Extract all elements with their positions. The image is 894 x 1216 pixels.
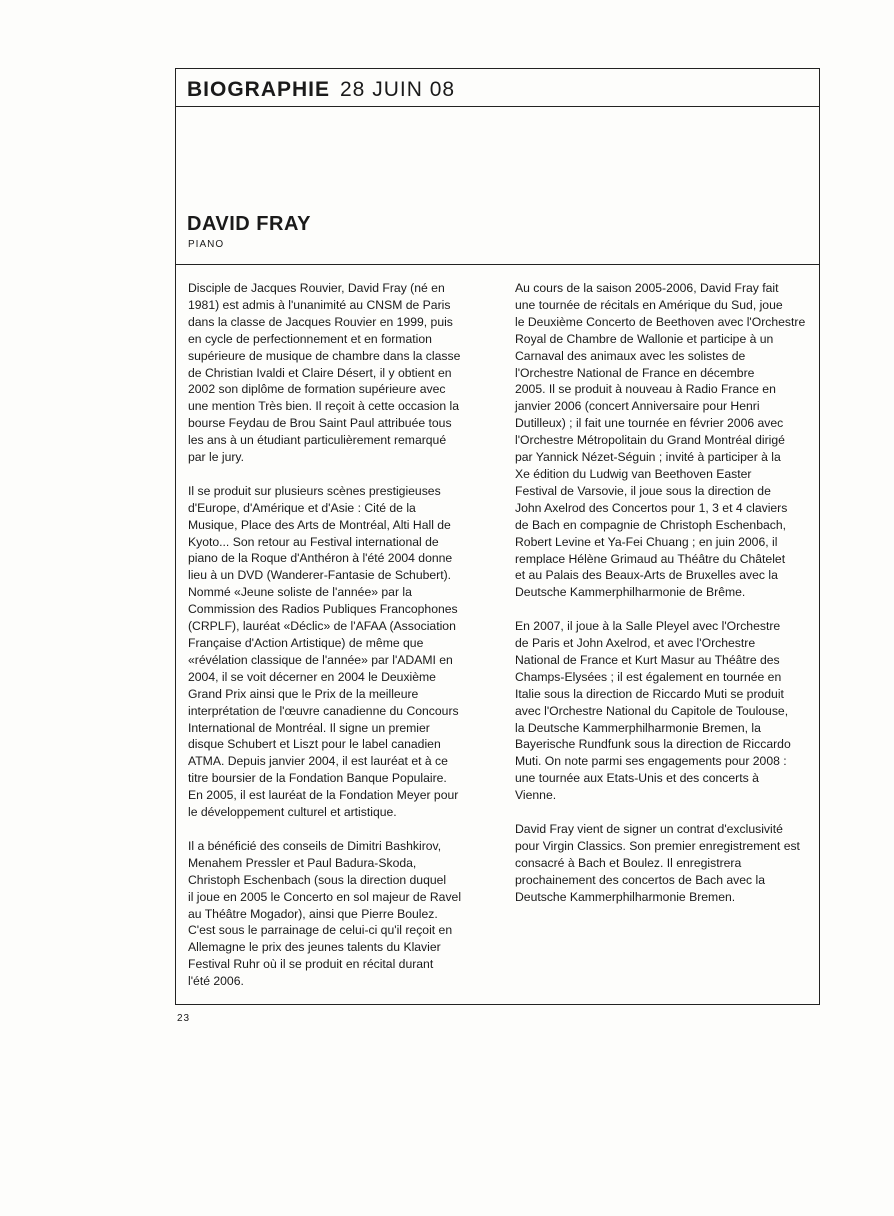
text-line: l'été 2006. [188,974,244,989]
text-line: prochainement des concertos de Bach avec la [515,872,765,887]
text-line: International de Montréal. Il signe un premier [188,720,430,735]
text-line: d'Europe, d'Amérique et d'Asie : Cité de la [188,500,416,515]
biography-frame [175,68,820,1005]
text-line: Grand Prix ainsi que le Prix de la meilleure [188,686,419,701]
paragraph [515,821,815,906]
text-line: une mention Très bien. Il reçoit à cette occasion la [188,399,459,414]
header-bar [176,69,819,107]
text-line: supérieure de musique de chambre dans la classe [188,348,461,363]
text-line: par le jury. [188,450,244,465]
text-line: Carnaval des animaux avec les solistes de [515,348,746,363]
text-line: C'est sous le parrainage de celui-ci qu'il reçoit en [188,923,453,938]
text-line: Disciple de Jacques Rouvier, David Fray (né en [188,281,445,295]
artist-block [176,107,819,265]
text-line: une tournée aux Etats-Unis et des concerts à [515,771,759,786]
text-line: pour Virgin Classics. Son premier enregistrement est [515,838,800,853]
text-line: En 2007, il joue à la Salle Pleyel avec l'Orchestre [515,619,781,634]
text-line: 2004, il se voit décerner en 2004 le Deuxième [188,669,436,684]
text-line: Vienne. [515,788,557,803]
text-line: au Théâtre Mogador), ainsi que Pierre Boulez. [188,906,438,921]
text-line: dans la classe de Jacques Rouvier en 1999, puis [188,314,453,329]
text-line: les ans à un étudiant particulièrement remarqué [188,433,447,448]
paragraph [188,838,490,990]
text-line: Royal de Chambre de Wallonie et participe à un [515,331,774,346]
paragraph [188,483,490,821]
text-line: Christoph Eschenbach (sous la direction duquel [188,872,447,887]
text-line: Festival de Varsovie, il joue sous la direction de [515,483,771,498]
text-line: ATMA. Depuis janvier 2004, il est lauréat et à ce [188,754,448,769]
text-line: de Christian Ivaldi et Claire Désert, il y obtient en [188,365,452,380]
text-line: Deutsche Kammerphilharmonie de Brême. [515,585,746,600]
text-line: disque Schubert et Liszt pour le label canadien [188,737,441,752]
text-line: de Bach en compagnie de Christoph Eschenbach, [515,517,787,532]
text-line: 1981) est admis à l'unanimité au CNSM de Paris [188,297,451,312]
text-line: piano de la Roque d'Anthéron à l'été 2004 donne [188,551,453,566]
text-line: Italie sous la direction de Riccardo Muti se produit [515,686,784,701]
text-line: Xe édition du Ludwig van Beethoven Easter [515,466,752,481]
text-line: Nommé «Jeune soliste de l'année» par la [188,585,412,600]
text-line: Dutilleux) ; il fait une tournée en février 2006 avec [515,416,784,431]
text-line: la Deutsche Kammerphilharmonie Bremen, la [515,720,761,735]
paragraph [188,280,490,466]
text-line: 2002 son diplôme de formation supérieure avec [188,382,446,397]
text-line: En 2005, il est lauréat de la Fondation Meyer pour [188,788,459,803]
text-line: en cycle de perfectionnement et en formation [188,331,432,346]
text-line: Musique, Place des Arts de Montréal, Alti Hall de [188,517,451,532]
text-line: Deutsche Kammerphilharmonie Bremen. [515,889,736,904]
text-line: et au Palais des Beaux-Arts de Bruxelles avec la [515,568,778,583]
text-line: Au cours de la saison 2005-2006, David Fray fait [515,281,779,295]
text-line: lieu à un DVD (Wanderer-Fantasie de Schubert). [188,568,452,583]
text-line: le développement culturel et artistique. [188,805,397,820]
text-line: il joue en 2005 le Concerto en sol majeur de Ravel [188,889,462,904]
text-line: Festival Ruhr où il se produit en récital durant [188,957,434,972]
text-line: Kyoto... Son retour au Festival international de [188,534,439,549]
text-line: Française d'Action Artistique) de même que [188,636,424,651]
text-line: Muti. On note parmi ses engagements pour 2008 : [515,754,787,769]
text-line: Il a bénéficié des conseils de Dimitri Bashkirov, [188,838,442,853]
text-line: l'Orchestre National de France en décembre [515,365,755,380]
artist-instrument: PIANO [188,239,225,250]
section-title: BIOGRAPHIE [187,78,331,101]
text-line: (CRPLF), lauréat «Déclic» de l'AFAA (Association [188,619,456,634]
text-line: avec l'Orchestre National du Capitole de Toulouse, [515,703,789,718]
text-line: une tournée de récitals en Amérique du Sud, joue [515,297,783,312]
text-line: Commission des Radios Publiques Francophones [188,602,458,617]
text-line: interprétation de l'œuvre canadienne du Concours [188,703,459,718]
text-line: consacré à Bach et Boulez. Il enregistrera [515,855,742,870]
text-line: National de France et Kurt Masur au Théâtre des [515,652,780,667]
right-column [515,280,815,922]
text-line: Allemagne le prix des jeunes talents du Klavier [188,940,441,955]
text-line: le Deuxième Concerto de Beethoven avec l'Orchestre [515,314,806,329]
text-line: Robert Levine et Ya-Fei Chuang ; en juin 2006, il [515,534,778,549]
artist-name: DAVID FRAY [187,213,311,235]
text-line: David Fray vient de signer un contrat d'exclusivité [515,821,783,836]
text-line: bourse Feydau de Brou Saint Paul attribuée tous [188,416,452,431]
page-number: 23 [177,1013,191,1024]
text-line: titre boursier de la Fondation Banque Populaire. [188,771,447,786]
text-line: 2005. Il se produit à nouveau à Radio France en [515,382,776,397]
paragraph [515,618,815,804]
concert-date: 28 JUIN 08 [340,78,456,101]
text-line: Menahem Pressler et Paul Badura-Skoda, [188,855,417,870]
text-line: «révélation classique de l'année» par l'ADAMI en [188,652,453,667]
text-line: John Axelrod des Concertos pour 1, 3 et 4 claviers [515,500,788,515]
text-line: remplace Hélène Grimaud au Théâtre du Châtelet [515,551,786,566]
left-column [188,280,490,1007]
text-line: Il se produit sur plusieurs scènes prestigieuses [188,483,441,498]
text-line: janvier 2006 (concert Anniversaire pour Henri [515,399,760,414]
text-line: de Paris et John Axelrod, et avec l'Orchestre [515,636,756,651]
text-line: par Yannick Nézet-Séguin ; invité à participer à la [515,450,781,465]
text-line: Champs-Elysées ; il est également en tournée en [515,669,782,684]
paragraph [515,280,815,601]
text-line: Bayerische Rundfunk sous la direction de Riccardo [515,737,791,752]
text-line: l'Orchestre Métropolitain du Grand Montréal dirigé [515,433,785,448]
